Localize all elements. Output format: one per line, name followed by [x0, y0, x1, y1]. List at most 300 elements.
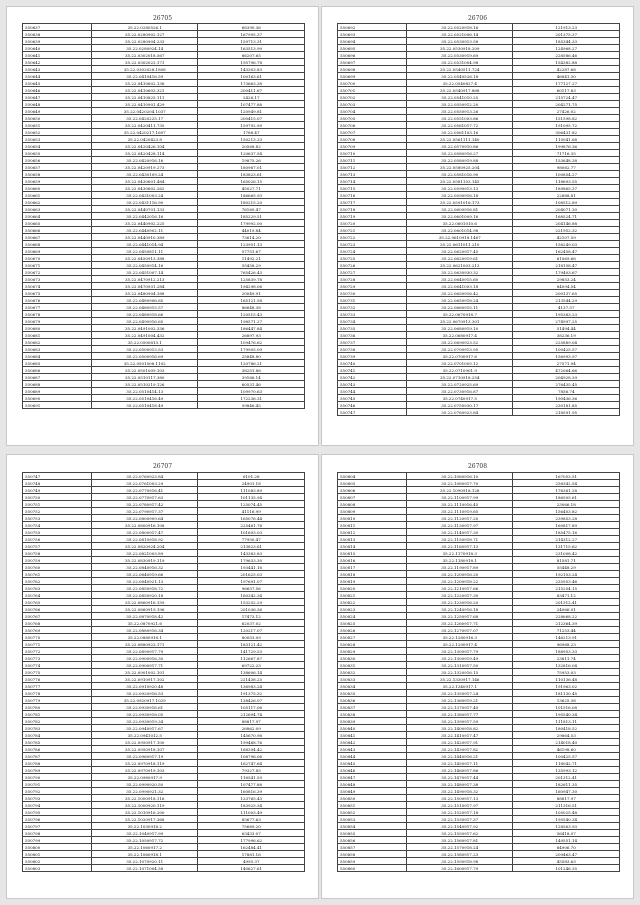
record-number-cell: 550725: [338, 255, 407, 262]
record-number-cell: 550760: [23, 564, 92, 571]
account-code-cell: 35.22.1060918.1: [92, 851, 198, 858]
account-code-cell: 35.22.1420917.91: [407, 739, 513, 746]
table-row: [23, 683, 305, 690]
table-row: [338, 676, 620, 683]
record-number-cell: 550797: [23, 823, 92, 830]
record-number-cell: 550821: [338, 592, 407, 599]
amount-cell: 100425.57: [513, 346, 620, 353]
account-code-cell: 35.22.0920917.1029: [92, 697, 198, 704]
table-row: [23, 220, 305, 227]
account-code-cell: 35.22.1390917.59: [407, 718, 513, 725]
table-row: [338, 669, 620, 676]
record-number-cell: 550785: [23, 739, 92, 746]
amount-cell: 211316.51: [513, 802, 620, 809]
record-number-cell: 550803: [23, 865, 92, 872]
table-row: [23, 788, 305, 795]
account-code-cell: 35.22.0500813.1: [92, 339, 198, 346]
amount-cell: 71716.35: [513, 150, 620, 157]
amount-cell: 101516.08: [513, 704, 620, 711]
document-page-2: [321, 6, 634, 446]
account-code-cell: 35.22.0430109.24: [92, 171, 198, 178]
record-number-cell: 550788: [23, 760, 92, 767]
table-row: [23, 718, 305, 725]
record-number-cell: 550729: [338, 283, 407, 290]
account-code-cell: 35.22.0800917.47: [92, 529, 198, 536]
amount-cell: 195540.34: [513, 711, 620, 718]
amount-cell: 176361.28: [513, 487, 620, 494]
table-row: [338, 24, 620, 31]
record-number-cell: 550711: [338, 157, 407, 164]
table-row: [23, 206, 305, 213]
table-row: [338, 522, 620, 529]
amount-cell: 42287.68: [513, 66, 620, 73]
table-row: [23, 290, 305, 297]
account-code-cell: 35.22.0850918.72: [92, 585, 198, 592]
table-row: [23, 24, 305, 31]
table-row: [338, 136, 620, 143]
amount-cell: 158249.03: [513, 241, 620, 248]
record-number-cell: 550795: [23, 809, 92, 816]
amount-cell: 183823.61: [198, 171, 305, 178]
table-row: [23, 851, 305, 858]
table-row: [23, 802, 305, 809]
account-code-cell: 35.22.1100917.99: [407, 494, 513, 501]
record-number-cell: 550773: [23, 655, 92, 662]
account-code-cell: 35.22.1270917.07: [407, 627, 513, 634]
table-row: [23, 143, 305, 150]
table-row: [23, 480, 305, 487]
account-code-cell: 35.22.1510917.97: [407, 802, 513, 809]
amount-cell: 153648.38: [513, 157, 620, 164]
table-row: [338, 234, 620, 241]
account-code-cell: 35.22.1530917.37: [407, 816, 513, 823]
account-code-cell: 35.22.0630930.32: [407, 269, 513, 276]
account-code-cell: 35.22.0810918.92: [92, 536, 198, 543]
table-row: [338, 781, 620, 788]
table-row: [23, 613, 305, 620]
amount-cell: 149551.14: [513, 837, 620, 844]
account-code-cell: 35.22.0420411.735: [92, 122, 198, 129]
account-code-cell: 35.22.1250917.68: [407, 613, 513, 620]
record-number-cell: 550734: [338, 318, 407, 325]
account-code-cell: 35.22.0620919.61: [407, 255, 513, 262]
record-number-cell: 550814: [338, 543, 407, 550]
amount-cell: 4137.57: [513, 304, 620, 311]
amount-cell: 25848.80: [198, 353, 305, 360]
amount-cell: 159792.99: [198, 122, 305, 129]
amount-cell: 186665.93: [198, 192, 305, 199]
page-number: 26708: [467, 463, 488, 470]
table-row: [23, 248, 305, 255]
record-number-cell: 550735: [338, 325, 407, 332]
table-row: [338, 206, 620, 213]
table-row: [338, 339, 620, 346]
account-code-cell: 35.22.0840919.66: [92, 571, 198, 578]
account-code-cell: 35.22.1180918.1: [407, 557, 513, 564]
account-code-cell: 35.22.0450914.16: [92, 262, 198, 269]
amount-cell: 83677.63: [198, 816, 305, 823]
table-row: [23, 136, 305, 143]
account-code-cell: 35.22.0420916.16: [92, 157, 198, 164]
record-number-cell: 550818: [338, 571, 407, 578]
record-number-cell: 550809: [338, 508, 407, 515]
table-row: [23, 543, 305, 550]
table-row: [338, 122, 620, 129]
table-row: [338, 767, 620, 774]
record-number-cell: 550690: [23, 395, 92, 402]
table-row: [338, 80, 620, 87]
table-row: [23, 178, 305, 185]
amount-cell: 80053.09: [198, 634, 305, 641]
table-row: [23, 620, 305, 627]
account-code-cell: 35.22.0420428.114: [92, 150, 198, 157]
amount-cell: 143303.83: [198, 66, 305, 73]
amount-cell: 96657.56: [198, 585, 305, 592]
table-row: [23, 122, 305, 129]
account-code-cell: 35.22.0521006.14: [407, 31, 513, 38]
table-row: [23, 367, 305, 374]
record-number-cell: 550790: [23, 774, 92, 781]
record-number-cell: 550757: [23, 543, 92, 550]
record-number-cell: 550749: [23, 487, 92, 494]
account-code-cell: 35.22.0970919.103: [92, 767, 198, 774]
table-row: [23, 704, 305, 711]
table-row: [23, 241, 305, 248]
account-code-cell: 35.22.1280916.3: [407, 634, 513, 641]
table-row: [338, 94, 620, 101]
table-row: [338, 115, 620, 122]
amount-cell: 168394.42: [198, 746, 305, 753]
amount-cell: 45583.63: [513, 858, 620, 865]
amount-cell: 160816.39: [198, 788, 305, 795]
amount-cell: 19875.26: [198, 157, 305, 164]
record-number-cell: 550808: [338, 501, 407, 508]
account-code-cell: 35.22.0510416.49: [92, 395, 198, 402]
table-row: [338, 402, 620, 409]
account-code-cell: 35.22.0280526.1: [92, 24, 198, 31]
amount-cell: 138426.07: [198, 697, 305, 704]
account-code-cell: 35.22.0491002.336: [92, 325, 198, 332]
amount-cell: 81581.71: [513, 557, 620, 564]
record-number-cell: 550761: [23, 571, 92, 578]
record-number-cell: 550723: [338, 241, 407, 248]
account-code-cell: 35.22.0780917.42: [92, 501, 198, 508]
record-number-cell: 550756: [23, 536, 92, 543]
record-number-cell: 550845: [338, 760, 407, 767]
amount-cell: 111003.49: [198, 809, 305, 816]
table-row: [338, 171, 620, 178]
amount-cell: 195540.34: [513, 816, 620, 823]
table-row: [23, 529, 305, 536]
account-code-cell: 35.22.0820924.204: [92, 543, 198, 550]
table-row: [23, 508, 305, 515]
amount-cell: 27571.94: [513, 360, 620, 367]
table-row: [338, 865, 620, 872]
table-row: [23, 73, 305, 80]
amount-cell: 154382.88: [513, 59, 620, 66]
record-number-cell: 550817: [338, 564, 407, 571]
amount-cell: 185475.16: [513, 529, 620, 536]
account-code-cell: 35.22.0900916.30: [92, 655, 198, 662]
amount-cell: 228668.22: [513, 613, 620, 620]
table-row: [23, 339, 305, 346]
record-number-cell: 550677: [23, 304, 92, 311]
account-code-cell: 35.22.0420204.1037: [92, 108, 198, 115]
table-row: [338, 802, 620, 809]
table-row: [23, 557, 305, 564]
record-number-cell: 550830: [338, 655, 407, 662]
record-number-cell: 550807: [338, 494, 407, 501]
table-row: [338, 241, 620, 248]
amount-cell: 75689.20: [198, 823, 305, 830]
amount-cell: 108796.06: [198, 753, 305, 760]
record-number-cell: 550842: [338, 739, 407, 746]
amount-cell: 120786.21: [198, 360, 305, 367]
record-number-cell: 550796: [23, 816, 92, 823]
amount-cell: 111813.11: [513, 718, 620, 725]
table-row: [338, 557, 620, 564]
record-number-cell: 550804: [338, 473, 407, 480]
record-number-cell: 550800: [23, 844, 92, 851]
table-row: [338, 318, 620, 325]
amount-cell: 160817.89: [513, 522, 620, 529]
amount-cell: 201625.03: [198, 571, 305, 578]
record-number-cell: 550662: [23, 199, 92, 206]
account-code-cell: 35.22.0501009.103: [92, 367, 198, 374]
record-number-cell: 550764: [23, 592, 92, 599]
table-row: [338, 718, 620, 725]
table-row: [23, 837, 305, 844]
amount-cell: 186505.61: [513, 494, 620, 501]
account-code-cell: 35.22.0520918.16: [407, 24, 513, 31]
record-number-cell: 550727: [338, 269, 407, 276]
table-row: [23, 325, 305, 332]
record-number-cell: 550680: [23, 325, 92, 332]
record-number-cell: 550813: [338, 536, 407, 543]
record-number-cell: 550697: [338, 59, 407, 66]
record-number-cell: 550716: [338, 192, 407, 199]
account-code-cell: 35.22.0960917.19: [92, 753, 198, 760]
table-row: [338, 627, 620, 634]
account-code-cell: 35.22.0441014.94: [92, 241, 198, 248]
account-code-cell: 35.22.1440916.21: [407, 753, 513, 760]
account-code-cell: 35.22.1210917.66: [407, 585, 513, 592]
table-row: [23, 353, 305, 360]
account-code-cell: 35.22.0431116.90: [92, 199, 198, 206]
account-code-cell: 35.22.0551003.86: [407, 115, 513, 122]
amount-cell: 235953.46: [513, 578, 620, 585]
account-code-cell: 35.22.0950917.100: [92, 739, 198, 746]
amount-cell: 200411.67: [198, 87, 305, 94]
table-row: [338, 550, 620, 557]
amount-cell: 185229.51: [198, 213, 305, 220]
account-code-cell: 35.22.1350917.24: [407, 690, 513, 697]
table-row: [23, 66, 305, 73]
account-code-cell: 35.22.1520917.18: [407, 809, 513, 816]
account-code-cell: 35.22.1150918.71: [407, 536, 513, 543]
amount-cell: 215724.47: [513, 94, 620, 101]
amount-cell: 4995.37: [198, 858, 305, 865]
amount-cell: 165026.15: [198, 178, 305, 185]
account-code-cell: 35.22.0880916.34: [92, 627, 198, 634]
record-number-cell: 550665: [23, 220, 92, 227]
amount-cell: 69722.23: [198, 662, 305, 669]
account-code-cell: 35.22.0860919.196: [92, 606, 198, 613]
record-number-cell: 550702: [338, 94, 407, 101]
amount-cell: 194298.06: [198, 283, 305, 290]
amount-cell: 110136.48: [513, 676, 620, 683]
table-row: [338, 101, 620, 108]
record-number-cell: 550832: [338, 669, 407, 676]
record-number-cell: 550801: [23, 851, 92, 858]
amount-cell: 221952.32: [513, 227, 620, 234]
table-row: [338, 746, 620, 753]
record-number-cell: 550646: [23, 87, 92, 94]
table-row: [23, 129, 305, 136]
account-code-cell: 35.22.0761003.29: [92, 480, 198, 487]
table-row: [338, 543, 620, 550]
account-code-cell: 35.22.1080917.70: [407, 480, 513, 487]
amount-cell: 24901.18: [198, 480, 305, 487]
amount-cell: 200415.07: [198, 115, 305, 122]
record-number-cell: 550703: [338, 101, 407, 108]
record-number-cell: 550704: [338, 108, 407, 115]
record-number-cell: 550835: [338, 690, 407, 697]
amount-cell: 765426.43: [198, 269, 305, 276]
record-number-cell: 550696: [338, 52, 407, 59]
record-number-cell: 550750: [23, 494, 92, 501]
table-row: [338, 760, 620, 767]
record-number-cell: 550775: [23, 669, 92, 676]
amount-cell: 145670.98: [198, 732, 305, 739]
account-code-cell: 35.22.0821003.89: [92, 550, 198, 557]
amount-cell: 179403.67: [513, 269, 620, 276]
table-row: [23, 501, 305, 508]
record-number-cell: 550824: [338, 613, 407, 620]
table-row: [338, 823, 620, 830]
amount-cell: 123951.13: [198, 241, 305, 248]
account-code-cell: 35.22.0670913.301: [407, 318, 513, 325]
table-row: [23, 283, 305, 290]
record-number-cell: 550759: [23, 557, 92, 564]
table-row: [23, 185, 305, 192]
table-row: [23, 45, 305, 52]
account-code-cell: 35.22.0480906.65: [92, 297, 198, 304]
account-code-cell: 35.22.0530919.69: [407, 52, 513, 59]
record-number-cell: 550657: [23, 164, 92, 171]
record-number-cell: 550852: [338, 809, 407, 816]
amount-cell: 190436.36: [513, 395, 620, 402]
amount-cell: 83471.12: [513, 592, 620, 599]
record-number-cell: 550780: [23, 704, 92, 711]
amount-cell: 120515.43: [198, 311, 305, 318]
table-row: [338, 732, 620, 739]
table-row: [338, 52, 620, 59]
account-code-cell: 35.22.0840921.13: [92, 578, 198, 585]
amount-cell: 111083.89: [198, 487, 305, 494]
record-number-cell: 550639: [23, 38, 92, 45]
amount-cell: 201036.36: [198, 606, 305, 613]
record-number-cell: 550770: [23, 634, 92, 641]
account-code-cell: 35.22.0990921.32: [92, 788, 198, 795]
record-number-cell: 550738: [338, 346, 407, 353]
account-code-cell: 35.22.0601014.98: [407, 227, 513, 234]
table-row: [23, 192, 305, 199]
account-code-cell: 35.22.1030918.2: [92, 823, 198, 830]
record-number-cell: 550651: [23, 122, 92, 129]
amount-cell: 60531.46: [198, 381, 305, 388]
table-row: [23, 571, 305, 578]
record-number-cell: 550681: [23, 332, 92, 339]
table-row: [23, 816, 305, 823]
amount-cell: 120949.81: [198, 108, 305, 115]
table-row: [338, 38, 620, 45]
account-code-cell: 35.22.1120917.20: [407, 515, 513, 522]
amount-cell: 98082.77: [513, 164, 620, 171]
record-number-cell: 550740: [338, 360, 407, 367]
amount-cell: 201375.37: [513, 31, 620, 38]
amount-cell: 177127.27: [513, 80, 620, 87]
account-code-cell: 35.22.0302028.1808: [92, 66, 198, 73]
record-number-cell: 550709: [338, 143, 407, 150]
amount-cell: 200137.65: [513, 290, 620, 297]
account-code-cell: 35.22.0880918.1: [92, 634, 198, 641]
amount-cell: 73614.20: [198, 234, 305, 241]
table-row: [23, 858, 305, 865]
table-row: [338, 515, 620, 522]
account-code-cell: 35.22.0710918.254: [407, 374, 513, 381]
account-code-cell: 35.22.0901002.101: [92, 669, 198, 676]
account-code-cell: 35.22.0600916.81: [407, 206, 513, 213]
table-row: [338, 788, 620, 795]
document-page-1: [6, 6, 319, 446]
table-row: [23, 157, 305, 164]
record-number-cell: 550843: [338, 746, 407, 753]
account-code-cell: 35.22.0660915.11: [407, 304, 513, 311]
amount-cell: 201312.41: [513, 774, 620, 781]
amount-cell: 105025.48: [513, 809, 620, 816]
table-row: [23, 599, 305, 606]
account-code-cell: 35.22.0760923.84: [92, 473, 198, 480]
record-number-cell: 550745: [338, 395, 407, 402]
amount-cell: 118042.71: [513, 760, 620, 767]
ledger-table: [22, 23, 305, 409]
account-code-cell: 35.22.0510414.13: [92, 388, 198, 395]
table-row: [23, 823, 305, 830]
account-code-cell: 35.22.0541010.25: [407, 94, 513, 101]
record-number-cell: 550810: [338, 515, 407, 522]
record-number-cell: 550746: [338, 402, 407, 409]
record-number-cell: 550691: [23, 402, 92, 409]
account-code-cell: 35.22.0590913.13: [407, 185, 513, 192]
amount-cell: 121913.23: [513, 24, 620, 31]
table-row: [23, 487, 305, 494]
page-number: 26706: [467, 15, 488, 22]
amount-cell: 274997.25: [513, 318, 620, 325]
record-number-cell: 550789: [23, 767, 92, 774]
table-row: [338, 157, 620, 164]
amount-cell: 107477.88: [198, 781, 305, 788]
account-code-cell: 35.22.0480918.66: [92, 311, 198, 318]
table-row: [338, 87, 620, 94]
record-number-cell: 550769: [23, 627, 92, 634]
table-row: [338, 690, 620, 697]
table-row: [338, 388, 620, 395]
amount-cell: 472064.66: [513, 367, 620, 374]
record-number-cell: 550847: [338, 774, 407, 781]
amount-cell: 44019.84: [198, 227, 305, 234]
table-row: [338, 213, 620, 220]
